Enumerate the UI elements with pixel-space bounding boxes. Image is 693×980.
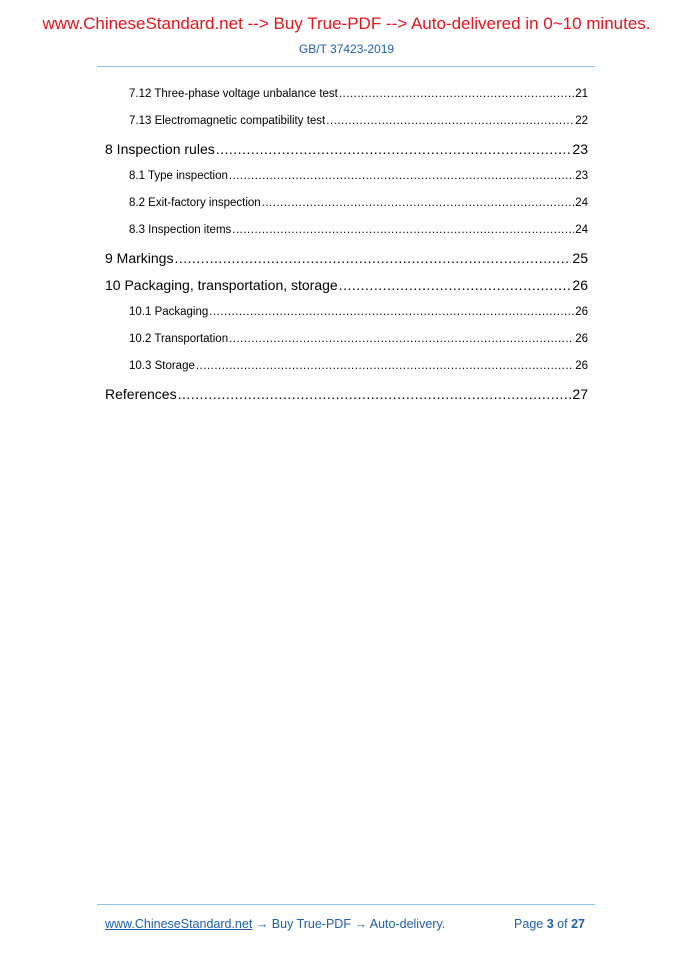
- toc-dot-leader: [339, 277, 572, 293]
- toc-entry-page: 24: [575, 197, 588, 209]
- toc-entry-7-12[interactable]: [129, 88, 588, 100]
- document-id: GB/T 37423-2019: [298, 42, 395, 56]
- toc-entry-page: 21: [575, 88, 588, 100]
- toc-entry-label: 8.1 Type inspection: [129, 170, 228, 182]
- toc-entry-page: 24: [575, 224, 588, 236]
- toc-entry-10-1[interactable]: [129, 306, 588, 318]
- toc-entry-page: 22: [575, 115, 588, 127]
- toc-dot-leader: [216, 141, 572, 157]
- page-total: 27: [571, 917, 585, 931]
- toc-entry-page: 26: [575, 360, 588, 372]
- toc-dot-leader: [326, 115, 574, 127]
- toc-entry-references[interactable]: [105, 386, 588, 402]
- toc-entry-label: 10.2 Transportation: [129, 333, 229, 345]
- toc-entry-label: 7.12 Three-phase voltage unbalance test: [129, 88, 338, 100]
- toc-dot-leader: [178, 386, 572, 402]
- toc-dot-leader: [262, 197, 575, 209]
- toc-entry-10-2[interactable]: [129, 333, 588, 345]
- footer-promo: [105, 917, 445, 931]
- toc-dot-leader: [232, 224, 574, 236]
- toc-entry-8-1[interactable]: [129, 170, 588, 182]
- toc-entry-8[interactable]: [105, 141, 588, 157]
- toc-dot-leader: [229, 170, 574, 182]
- toc-entry-page: 25: [572, 250, 588, 266]
- footer-delivery-text: Auto-delivery.: [369, 917, 446, 931]
- toc-entry-10-3[interactable]: [129, 360, 588, 372]
- toc-entry-label: 8.2 Exit-factory inspection: [129, 197, 261, 209]
- toc-entry-page: 26: [575, 306, 588, 318]
- toc-entry-label: References: [105, 386, 177, 402]
- header-divider: [97, 66, 595, 67]
- toc-entry-page: 27: [572, 386, 588, 402]
- toc-entry-label: 7.13 Electromagnetic compatibility test: [129, 115, 326, 127]
- footer-website-link[interactable]: www.ChineseStandard.net: [105, 917, 253, 931]
- toc-dot-leader: [174, 250, 571, 266]
- toc-entry-label: 10.1 Packaging: [129, 306, 209, 318]
- footer-buy-text: Buy True-PDF: [271, 917, 351, 931]
- toc-entry-label: 8.3 Inspection items: [129, 224, 232, 236]
- toc-entry-8-2[interactable]: [129, 197, 588, 209]
- toc-entry-label: 8 Inspection rules: [105, 141, 215, 157]
- of-label: of: [557, 917, 568, 931]
- toc-dot-leader: [196, 360, 574, 372]
- page-current: 3: [546, 917, 554, 931]
- arrow-right-icon: →: [255, 917, 269, 931]
- toc-entry-label: 9 Markings: [105, 250, 174, 266]
- toc-entry-page: 26: [575, 333, 588, 345]
- toc-entry-page: 26: [572, 277, 588, 293]
- toc-entry-page: 23: [572, 141, 588, 157]
- toc-dot-leader: [229, 333, 574, 345]
- page-number: [514, 917, 585, 931]
- toc-entry-10[interactable]: [105, 277, 588, 293]
- arrow-right-icon: →: [354, 917, 367, 931]
- toc-dot-leader: [339, 88, 574, 100]
- toc-entry-page: 23: [575, 170, 588, 182]
- toc-entry-label: 10 Packaging, transportation, storage: [105, 277, 338, 293]
- toc-entry-label: 10.3 Storage: [129, 360, 195, 372]
- toc-entry-8-3[interactable]: [129, 224, 588, 236]
- page-label: Page: [514, 917, 544, 931]
- toc-entry-9[interactable]: [105, 250, 588, 266]
- footer-divider: [97, 904, 595, 905]
- promo-banner[interactable]: www.ChineseStandard.net --> Buy True-PDF --> Auto-delivered in 0~10 minutes.: [42, 14, 651, 33]
- toc-entry-7-13[interactable]: [129, 115, 588, 127]
- toc-dot-leader: [209, 306, 574, 318]
